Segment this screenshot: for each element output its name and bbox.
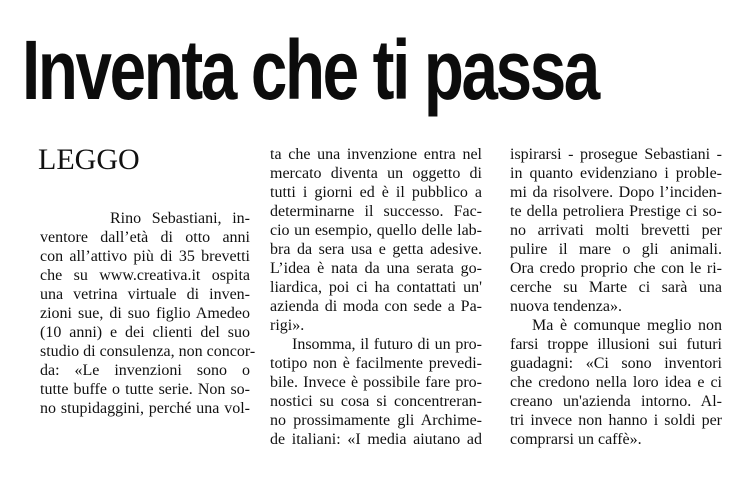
text-line: ispirarsi - prosegue Sebastiani - — [510, 146, 722, 163]
text-line: Ora credo proprio che con le ri- — [510, 260, 722, 277]
text-line: da: «Le invenzioni sono o — [40, 362, 250, 379]
text-line: nuova tendenza». — [510, 298, 622, 315]
article-column-2 — [270, 145, 482, 449]
text-line: tutti i giorni ed è il pubblico a — [270, 184, 482, 201]
text-line: azienda di moda con sede a Pa- — [270, 298, 482, 315]
text-line: no arrivati molti brevetti per — [510, 222, 722, 239]
article-column-3 — [510, 145, 722, 449]
text-line: in quanto evidenziano i proble- — [510, 165, 722, 182]
text-line: de italiani: «I media aiutano ad — [270, 431, 482, 448]
text-line: cerche su Marte ci sarà una — [510, 279, 722, 296]
text-line: mi da risolvere. Dopo l’inciden- — [510, 184, 722, 201]
text-line: no prossimamente gli Archime- — [270, 412, 482, 429]
text-line: no stupidaggini, perché una vol- — [40, 400, 250, 417]
text-line: Ma è comunque meglio non — [532, 317, 722, 334]
text-line: rigi». — [270, 317, 305, 334]
text-line: comprarsi un caffè». — [510, 431, 642, 448]
text-line: L’idea è nata da una serata go- — [270, 260, 482, 277]
article-headline: Inventa che ti passa — [22, 23, 598, 117]
source-logo: LEGGO — [38, 143, 140, 176]
text-line: tutte buffe o tutte serie. Non so- — [40, 381, 250, 398]
text-line: totipo non è facilmente prevedi- — [270, 355, 482, 372]
text-line: tri invece non hanno i soldi per — [510, 412, 722, 429]
text-line: ta che una invenzione entra nel — [270, 146, 482, 163]
text-line: che credono nella loro idea e ci — [510, 374, 722, 391]
text-line: nostici su cosa si concentreran- — [270, 393, 482, 410]
text-line: cio un esempio, quello delle lab- — [270, 222, 482, 239]
text-line: Rino Sebastiani, in- — [110, 210, 250, 227]
text-line: bra da sera usa e getta adesive. — [270, 241, 482, 258]
text-line: guadagni: «Ci sono inventori — [510, 355, 722, 372]
text-line: Insomma, il futuro di un pro- — [292, 336, 482, 353]
text-line: farsi troppe illusioni sui futuri — [510, 336, 722, 353]
text-line: te della petroliera Prestige ci so- — [510, 203, 722, 220]
text-line: con all’attivo più di 35 brevetti — [40, 248, 250, 265]
text-line: pulire il mare o gli animali. — [510, 241, 722, 258]
text-line: una vetrina virtuale di inven- — [40, 286, 250, 303]
text-line: (10 anni) e dei clienti del suo — [40, 324, 250, 341]
text-line: creano un'azienda intorno. Al- — [510, 393, 722, 410]
text-line: mercato diventa un oggetto di — [270, 165, 482, 182]
text-line: liardica, poi ci ha contattati un' — [270, 279, 482, 296]
text-line: studio di consulenza, non concor- — [40, 343, 256, 360]
text-line: determinarne il successo. Fac- — [270, 203, 482, 220]
text-line: ventore dall’età di otto anni — [40, 229, 250, 246]
column-divider — [258, 160, 259, 410]
text-line: zioni sue, di suo figlio Amedeo — [40, 305, 250, 322]
text-line: bile. Invece è possibile fare pro- — [270, 374, 482, 391]
text-line: che su www.creativa.it ospita — [40, 267, 250, 284]
article-column-1 — [40, 209, 256, 418]
